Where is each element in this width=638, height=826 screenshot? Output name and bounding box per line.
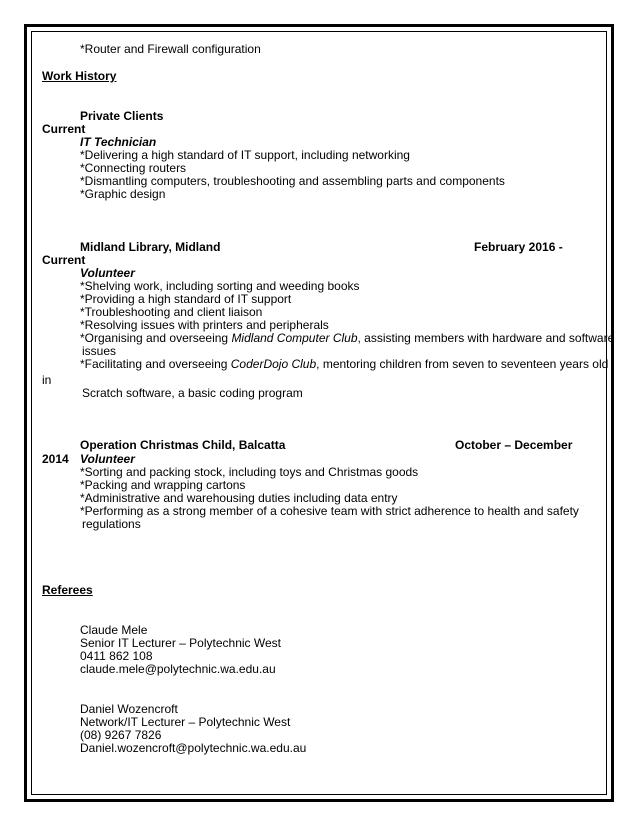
job-bullet: *Providing a high standard of IT support — [80, 292, 292, 306]
job-bullet: *Delivering a high standard of IT support, including networking — [80, 148, 410, 162]
job-bullet-continued: Scratch software, a basic coding program — [82, 386, 303, 400]
bullet-text: *Organising and overseeing — [80, 331, 232, 345]
job-bullet — [80, 331, 614, 345]
job-bullet — [80, 357, 608, 371]
job-date: October – December — [455, 438, 573, 452]
job-employer: Midland Library, Midland — [80, 240, 221, 254]
referee-phone: 0411 862 108 — [80, 649, 153, 663]
job-bullet-continued: issues — [82, 344, 117, 358]
bullet-text: , assisting members with hardware and software — [357, 331, 615, 345]
job-role: Volunteer — [80, 452, 135, 466]
job-bullet-wrap: in — [42, 373, 52, 387]
referee-email: claude.mele@polytechnic.wa.edu.au — [80, 662, 276, 676]
work-history-heading: Work History — [42, 69, 117, 83]
job-employer: Private Clients — [80, 109, 164, 123]
referee-title: Network/IT Lecturer – Polytechnic West — [80, 715, 291, 729]
club-name: Midland Computer Club — [231, 331, 358, 345]
referee-email: Daniel.wozencroft@polytechnic.wa.edu.au — [80, 741, 307, 755]
job-bullet: *Graphic design — [80, 187, 166, 201]
job-role: IT Technician — [80, 135, 157, 149]
referee-name: Claude Mele — [80, 623, 148, 637]
job-bullet: *Troubleshooting and client liaison — [80, 305, 263, 319]
referee-title: Senior IT Lecturer – Polytechnic West — [80, 636, 281, 650]
job-bullet: *Packing and wrapping cartons — [80, 478, 246, 492]
job-bullet: *Dismantling computers, troubleshooting and assembling parts and components — [80, 174, 505, 188]
skill-item: *Router and Firewall configuration — [80, 42, 261, 56]
referee-phone: (08) 9267 7826 — [80, 728, 162, 742]
job-bullet: *Shelving work, including sorting and weeding books — [80, 279, 360, 293]
job-employer: Operation Christmas Child, Balcatta — [80, 438, 286, 452]
bullet-text: *Facilitating and overseeing — [80, 357, 231, 371]
job-bullet: *Sorting and packing stock, including toys and Christmas goods — [80, 465, 419, 479]
job-bullet-continued: regulations — [82, 517, 141, 531]
referee-name: Daniel Wozencroft — [80, 702, 178, 716]
club-name: CoderDojo Club — [230, 357, 317, 371]
job-bullet: *Connecting routers — [80, 161, 187, 175]
job-date: February 2016 - — [474, 240, 563, 254]
job-date-continued: 2014 — [42, 452, 69, 466]
bullet-text: , mentoring children from seven to seventeen years old — [316, 357, 609, 371]
job-bullet: *Resolving issues with printers and peripherals — [80, 318, 329, 332]
job-role: Volunteer — [80, 266, 135, 280]
referees-heading: Referees — [42, 583, 93, 597]
job-date: Current — [42, 122, 86, 136]
job-bullet: *Performing as a strong member of a cohesive team with strict adherence to health and safety — [80, 504, 579, 518]
job-date-continued: Current — [42, 253, 86, 267]
job-bullet: *Administrative and warehousing duties including data entry — [80, 491, 398, 505]
